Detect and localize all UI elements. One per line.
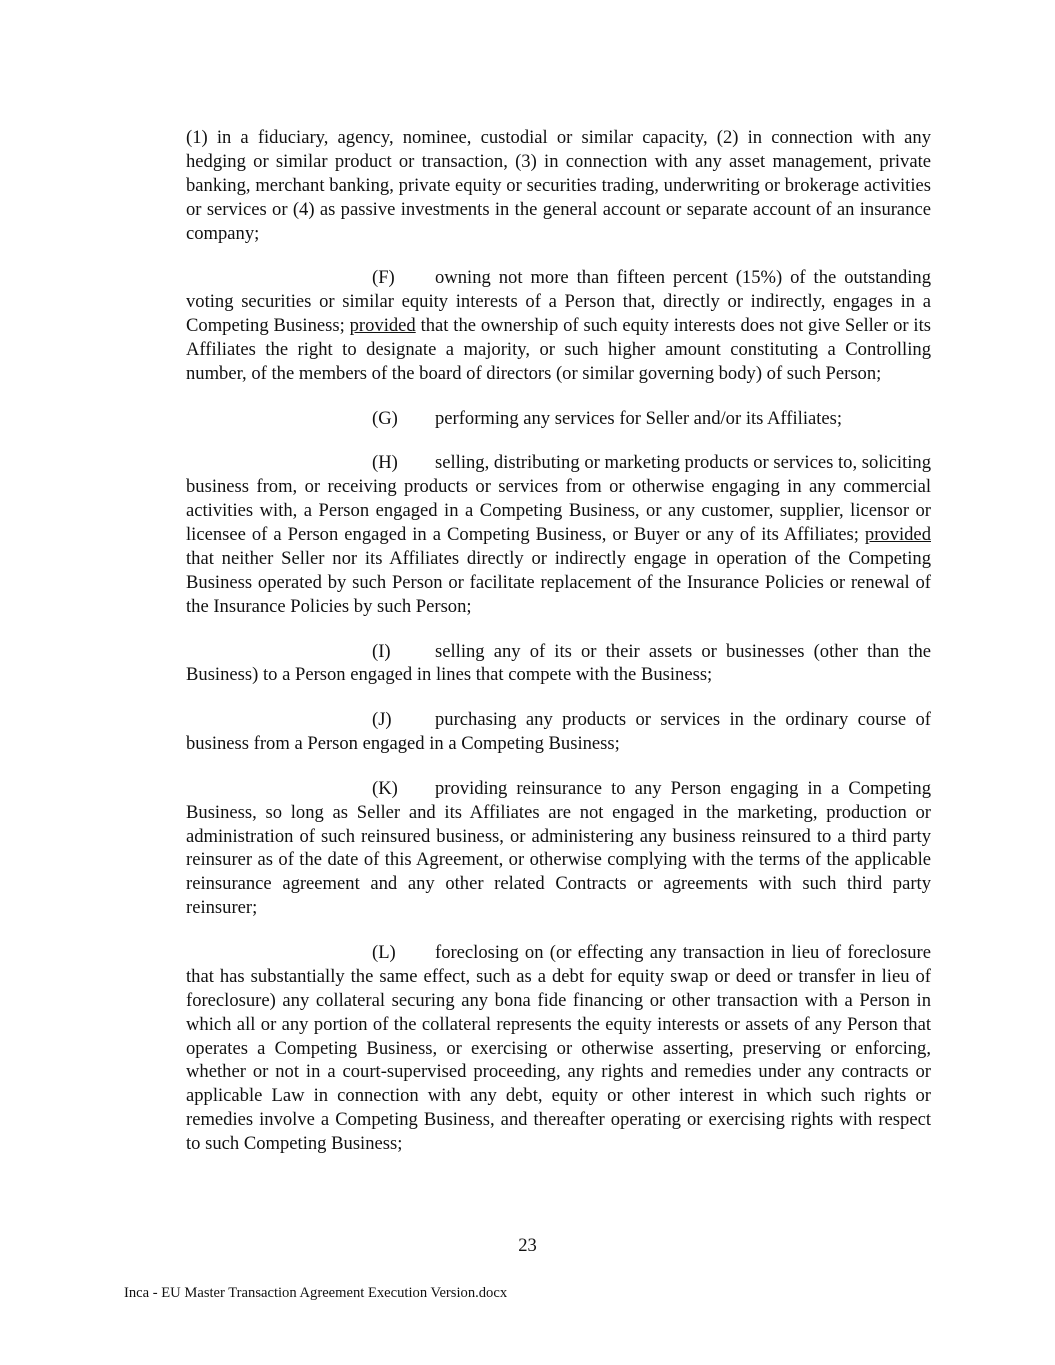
paragraph-text: (1) in a fiduciary, agency, nominee, custodial or similar capacity, (2) in connection with any hedging or similar product or transaction, (3) in connection with any asset management, private banking, merchant banking, private equity or securities trading, underwriting or brokerage activities or services or (4) as passive investments in the general account or separate account of an insurance company; <box>186 127 931 244</box>
paragraph-label: (L) <box>372 941 396 963</box>
paragraph-J <box>186 708 931 756</box>
paragraph-K <box>186 777 931 920</box>
paragraph-G <box>186 407 931 431</box>
paragraph-text-after: that the ownership of such equity interests does not give Seller or its Affiliates the right to designate a majority, or such higher amount constituting a Controlling number, of the members of the board of directors (or similar governing body) of such Person; <box>186 315 931 384</box>
paragraph-text: providing reinsurance to any Person engaging in a Competing Business, so long as Seller and its Affiliates are not engaged in the marketing, production or administration of such reinsured business, or administering any business reinsured to a third party reinsurer as of the date of this Agreement, or otherwise complying with the terms of the applicable reinsurance agreement and any other related Contracts or agreements with such third party reinsurer; <box>186 777 931 919</box>
paragraph-label: (K) <box>372 777 398 799</box>
provided-term: provided <box>864 524 931 546</box>
paragraph-label: (H) <box>372 452 398 474</box>
document-body <box>186 126 931 1156</box>
paragraph-label: (J) <box>372 709 392 731</box>
paragraph-text-after: that neither Seller nor its Affiliates directly or indirectly engage in operation of the Competing Business operated by such Person or facilitate replacement of the Insurance Policies or renewal of the Insurance Policies by such Person; <box>186 547 931 617</box>
paragraph-text: selling, distributing or marketing products or services to, soliciting business from, or receiving products or services from or otherwise engaging in any commercial activities with, a Person engaged in a Competing Business, or any customer, supplier, licensor or licensee of a Person engaged in a Competing Business, or Buyer or any of its Affiliates; <box>186 452 931 546</box>
provided-term: provided <box>349 315 416 337</box>
paragraph-text: owning not more than fifteen percent (15%) of the outstanding voting securities or similar equity interests of a Person that, directly or indirectly, engages in a Competing Business; <box>186 267 931 337</box>
paragraph-continuation <box>186 126 931 246</box>
paragraph-I <box>186 640 931 688</box>
paragraph-text: performing any services for Seller and/or its Affiliates; <box>435 407 843 429</box>
paragraph-text: selling any of its or their assets or businesses (other than the Business) to a Person engaged in lines that compete with the Business; <box>186 640 931 686</box>
paragraph-H <box>186 451 931 618</box>
paragraph-label: (I) <box>372 640 391 662</box>
paragraph-label: (G) <box>372 407 398 429</box>
paragraph-L <box>186 941 931 1156</box>
paragraph-label: (F) <box>372 267 395 289</box>
page-number: 23 <box>518 1235 537 1256</box>
document-footer: Inca - EU Master Transaction Agreement Execution Version.docx <box>124 1285 508 1301</box>
paragraph-text: foreclosing on (or effecting any transaction in lieu of foreclosure that has substantially the same effect, such as a debt for equity swap or deed or transfer in lieu of foreclosure) any collateral securing any bona fide financing or other transaction with a Person in which all or any portion of the collateral represents the equity interests or assets of any Person that operates a Competing Business, or exercising or otherwise asserting, preserving or enforcing, whether or not in a court-supervised proceeding, any rights and remedies under any contracts or applicable Law in connection with any debt, equity or other interest in which such rights or remedies involve a Competing Business, and thereafter operating or exercising rights with respect to such Competing Business; <box>186 941 931 1155</box>
paragraph-text: purchasing any products or services in the ordinary course of business from a Person engaged in a Competing Business; <box>186 709 931 755</box>
paragraph-F <box>186 266 931 386</box>
